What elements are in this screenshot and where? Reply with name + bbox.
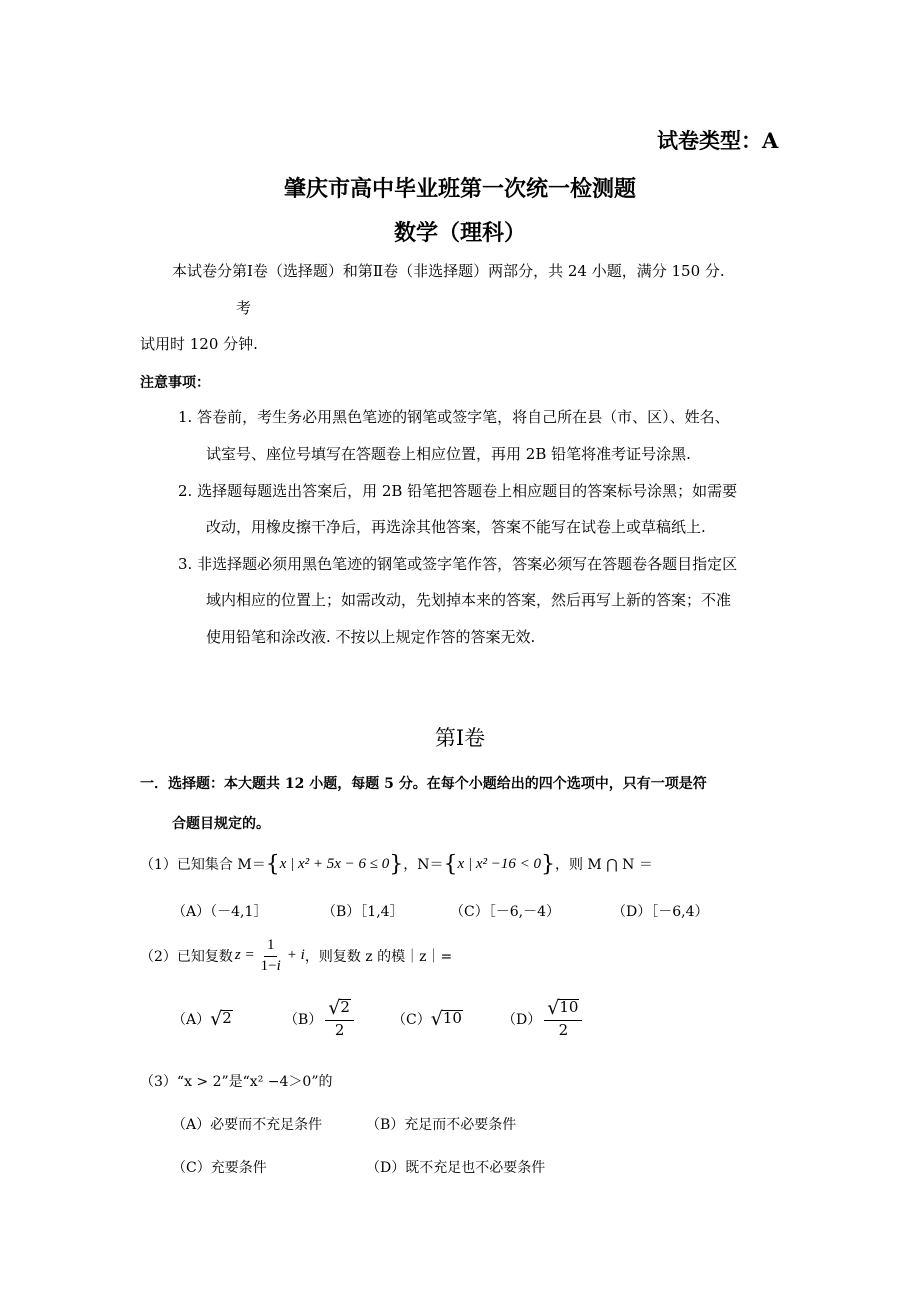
notice-item: 1. 答卷前，考生务必用黑色笔迹的钢笔或签字笔，将自己所在县（市、区）、姓名、 bbox=[178, 408, 730, 426]
notice-item: 2. 选择题每题选出答案后，用 2B 铅笔把答题卷上相应题目的答案标号涂黑；如需要 bbox=[178, 482, 738, 500]
intro-line: 本试卷分第Ⅰ卷（选择题）和第Ⅱ卷（非选择题）两部分，共 24 小题，满分 150 分. bbox=[172, 262, 725, 280]
question-1-label: （1）已知集合 M＝ bbox=[140, 857, 266, 873]
complex-z-expression: z = $\frac{1}{1-i}$ + i bbox=[234, 937, 305, 974]
right-brace-icon: } bbox=[540, 851, 555, 877]
option-c: （C） √ 10 bbox=[392, 1007, 462, 1030]
notice-item: 使用铅笔和涂改液. 不按以上规定作答的答案无效. bbox=[206, 628, 536, 646]
option-d: （D） √ 10 2 bbox=[502, 994, 585, 1044]
option-b: （B）充足而不必要条件 bbox=[366, 1117, 517, 1133]
option-b: （B）［1,4］ bbox=[322, 904, 404, 920]
notice-item: 域内相应的位置上；如需改动，先划掉本来的答案，然后再写上新的答案；不准 bbox=[206, 591, 732, 609]
option-d: （D）既不充足也不必要条件 bbox=[366, 1160, 546, 1176]
intro-line: 试用时 120 分钟. bbox=[140, 335, 258, 353]
page-subtitle: 数学（理科） bbox=[393, 220, 526, 246]
option-b: （B） √ 2 2 bbox=[284, 994, 357, 1044]
option-c: （C）充要条件 bbox=[172, 1160, 267, 1176]
notice-item: 改动，用橡皮擦干净后，再选涂其他答案，答案不能写在试卷上或草稿纸上. bbox=[206, 518, 706, 536]
part-title: 第Ⅰ卷 bbox=[434, 726, 486, 750]
section-heading: 一．选择题：本大题共 12 小题，每题 5 分。在每个小题给出的四个选项中，只有一项是符 bbox=[140, 776, 707, 792]
notice-item: 3. 非选择题必须用黑色笔迹的钢笔或签字笔作答，答案必须写在答题卷各题目指定区 bbox=[178, 555, 738, 573]
notice-item: 试室号、座位号填写在答题卷上相应位置，再用 2B 铅笔将准考证号涂黑. bbox=[206, 445, 691, 463]
question-2 bbox=[140, 933, 452, 979]
question-1-separator: ，N＝ bbox=[403, 857, 444, 873]
left-brace-icon: { bbox=[265, 851, 280, 877]
sqrt-2-over-2-formula: √ 2 2 bbox=[325, 999, 354, 1039]
option-a: （A）（－4,1］ bbox=[172, 904, 268, 920]
question-2-label: （2）已知复数 bbox=[140, 949, 233, 965]
sqrt-10-over-2-formula: √ 10 2 bbox=[544, 999, 582, 1039]
question-3: （3）“x > 2”是“x² −4＞0”的 bbox=[140, 1074, 333, 1090]
question-2-tail: ，则复数 z 的模｜z｜= bbox=[304, 949, 453, 965]
option-a: （A）必要而不充足条件 bbox=[172, 1117, 323, 1133]
question-1-tail: ，则 M ⋂ N ＝ bbox=[554, 857, 653, 873]
intro-line: 考 bbox=[236, 299, 252, 317]
option-a: （A） √ 2 bbox=[172, 1007, 232, 1030]
notice-heading: 注意事项： bbox=[140, 375, 210, 391]
left-brace-icon: { bbox=[443, 851, 458, 877]
set-n-expression: x | x² −16 < 0 bbox=[457, 855, 541, 872]
option-d: （D）［－6,4） bbox=[612, 904, 709, 920]
option-c: （C）［－6,－4） bbox=[450, 904, 560, 920]
section-heading: 合题目规定的。 bbox=[172, 816, 270, 832]
page-title: 肇庆市高中毕业班第一次统一检测题 bbox=[283, 176, 636, 202]
sqrt-10-formula: √ 10 bbox=[430, 1007, 462, 1030]
set-m-expression: x | x² + 5x − 6 ≤ 0 bbox=[279, 855, 390, 872]
sqrt-2-formula: √ 2 bbox=[210, 1007, 232, 1030]
right-brace-icon: } bbox=[389, 851, 404, 877]
question-1 bbox=[140, 850, 653, 878]
paper-type-label: 试卷类型：A bbox=[657, 128, 779, 153]
